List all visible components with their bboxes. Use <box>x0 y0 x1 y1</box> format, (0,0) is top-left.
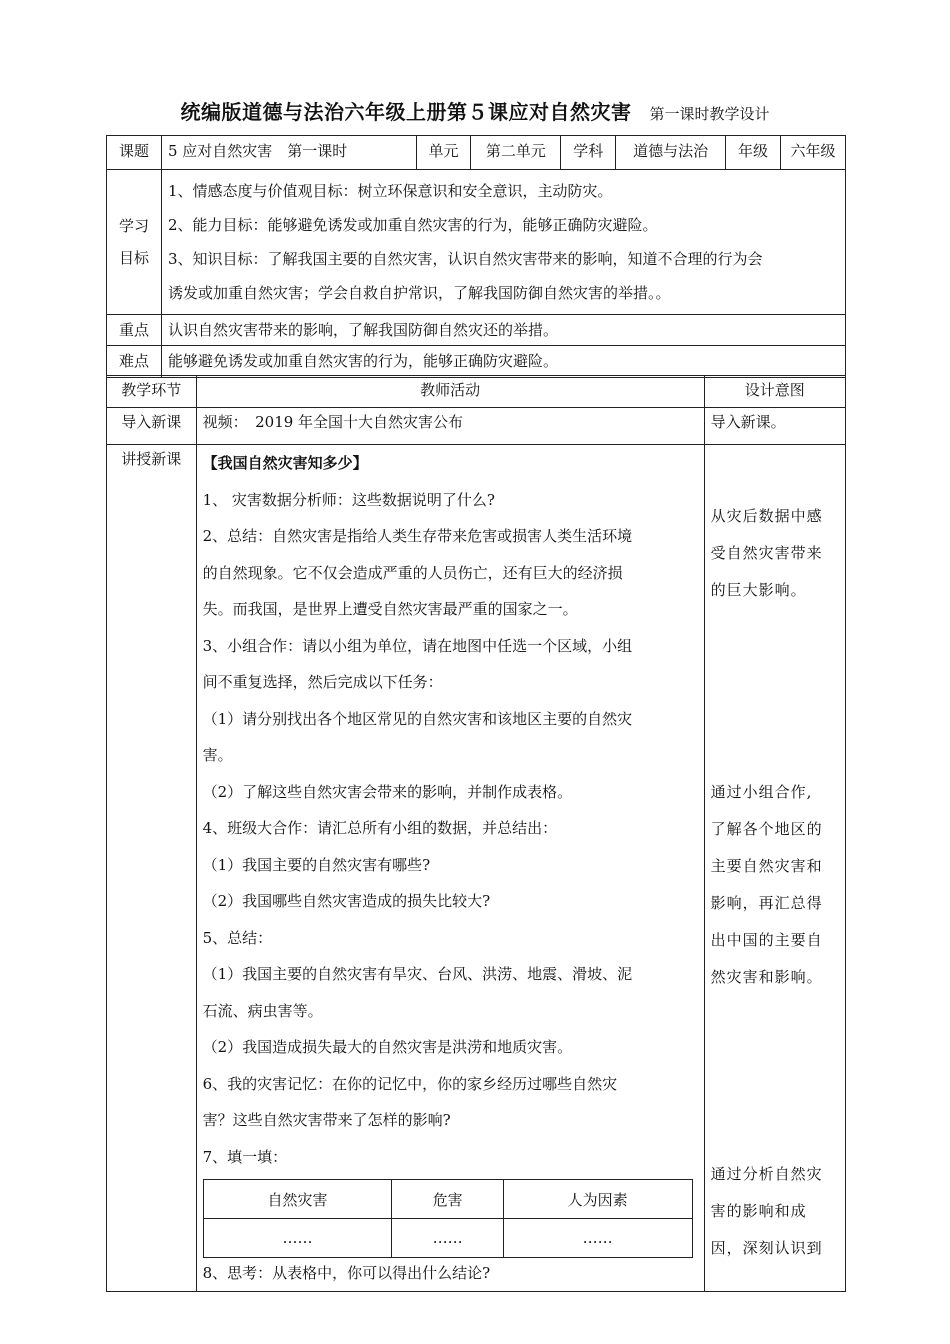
document-title <box>0 96 950 125</box>
objective-item: 2、能力目标：能够避免诱发或加重自然灾害的行为，能够正确防灾避险。 <box>167 216 658 234</box>
grade-label: 年级 <box>726 136 781 170</box>
activity-line: 3、小组合作：请以小组为单位，请在地图中任选一个区域，小组 <box>202 636 633 655</box>
objective-item: 1、情感态度与价值观目标：树立环保意识和安全意识，主动防灾。 <box>167 182 613 200</box>
intent-column-header: 设计意图 <box>704 376 845 408</box>
activity-line: 7、填一填： <box>202 1147 288 1166</box>
activity-line: （2）我国哪些自然灾害造成的损失比较大? <box>202 892 491 910</box>
subject-value: 道德与法治 <box>616 136 726 170</box>
activity-line: 1、 灾害数据分析师：这些数据说明了什么? <box>202 490 495 509</box>
objectives-label <box>107 170 162 315</box>
intro-intent: 导入新课。 <box>704 408 845 445</box>
grade-value: 六年级 <box>781 136 846 170</box>
objectives-label-line-1: 学习 <box>118 217 149 235</box>
fill-table-header-row <box>203 1180 692 1219</box>
difficulty-label: 难点 <box>107 346 162 378</box>
section-heading: 【我国自然灾害知多少】 <box>202 454 368 472</box>
objectives-content <box>161 170 845 315</box>
fill-table-row <box>203 1219 692 1258</box>
lesson-label: 课题 <box>107 136 162 170</box>
subject-label: 学科 <box>561 136 616 170</box>
fill-table-cell: …… <box>392 1219 503 1258</box>
intro-stage: 导入新课 <box>107 408 197 445</box>
activity-line: 的自然现象。它不仅会造成严重的人员伤亡，还有巨大的经济损 <box>202 563 623 582</box>
main-title: 统编版道德与法治六年级上册第５课应对自然灾害 <box>180 100 632 124</box>
lesson-value: 5 应对自然灾害 第一课时 <box>161 136 416 170</box>
fill-table-header: 危害 <box>392 1180 503 1219</box>
intent-line: 了解各个地区的 <box>710 820 823 838</box>
activity-line: 石流、病虫害等。 <box>202 1001 323 1020</box>
intent-line: 通过分析自然灾 <box>710 1165 823 1183</box>
activity-line: 2、总结：自然灾害是指给人类生存带来危害或损害人类生活环境 <box>202 527 633 545</box>
intent-line: 的巨大影响。 <box>710 581 807 599</box>
header-row <box>107 136 846 170</box>
lesson-info-table <box>106 135 846 378</box>
activity-line: （1）我国主要的自然灾害有旱灾、台风、洪涝、地震、滑坡、泥 <box>202 965 633 983</box>
intent-line: 通过小组合作, <box>710 783 813 801</box>
intent-line: 出中国的主要自 <box>710 931 823 949</box>
intent-line: 因，深刻认识到 <box>710 1239 823 1257</box>
activity-line: 6、我的灾害记忆：在你的记忆中，你的家乡经历过哪些自然灾 <box>202 1074 618 1093</box>
activity-line: （2）了解这些自然灾害会带来的影响，并制作成表格。 <box>202 782 573 801</box>
fill-table-header: 自然灾害 <box>203 1180 392 1219</box>
key-point-label: 重点 <box>107 315 162 346</box>
intent-line: 从灾后数据中感 <box>710 507 823 525</box>
intent-line: 主要自然灾害和 <box>710 857 823 875</box>
activity-line: （1）我国主要的自然灾害有哪些? <box>202 855 431 874</box>
fill-in-table <box>203 1179 693 1258</box>
intro-activity: 视频： 2019 年全国十大自然灾害公布 <box>196 408 704 445</box>
intent-line: 影响，再汇总得 <box>710 894 823 912</box>
key-point-row <box>107 315 846 346</box>
fill-table-header: 人为因素 <box>503 1180 692 1219</box>
activity-column-header: 教师活动 <box>196 376 704 408</box>
activity-line: 害？这些自然灾害带来了怎样的影响? <box>202 1111 451 1129</box>
stage-column-header: 教学环节 <box>107 376 197 408</box>
lecture-activity <box>196 445 704 1292</box>
lecture-stage: 讲授新课 <box>107 445 197 1292</box>
intent-line: 然灾害和影响。 <box>710 968 823 986</box>
objectives-label-line-2: 目标 <box>118 249 149 267</box>
objective-item: 诱发或加重自然灾害；学会自救自护常识，了解我国防御自然灾害的举措。。 <box>167 284 671 302</box>
intent-line: 受自然灾害带来 <box>710 544 823 562</box>
activity-line: 8、思考：从表格中，你可以得出什么结论? <box>202 1264 491 1282</box>
difficulty-text: 能够避免诱发或加重自然灾害的行为，能够正确防灾避险。 <box>161 346 845 378</box>
sub-title: 第一课时教学设计 <box>649 105 770 123</box>
activity-line: （1）请分别找出各个地区常见的自然灾害和该地区主要的自然灾 <box>202 709 633 728</box>
unit-value: 第二单元 <box>471 136 561 170</box>
activity-line: 害。 <box>202 746 233 764</box>
column-header-row <box>107 376 846 408</box>
teaching-process-table <box>106 375 846 1292</box>
activity-line: （2）我国造成损失最大的自然灾害是洪涝和地质灾害。 <box>202 1038 573 1056</box>
difficulty-row <box>107 346 846 378</box>
unit-label: 单元 <box>416 136 471 170</box>
activity-line: 5、总结： <box>202 928 273 947</box>
intro-row <box>107 408 846 445</box>
objectives-row <box>107 170 846 315</box>
fill-table-cell: …… <box>503 1219 692 1258</box>
objective-item: 3、知识目标：了解我国主要的自然灾害，认识自然灾害带来的影响，知道不合理的行为会 <box>167 250 763 268</box>
activity-line: 间不重复选择，然后完成以下任务： <box>202 673 443 691</box>
fill-table-cell: …… <box>203 1219 392 1258</box>
activity-line: 失。而我国，是世界上遭受自然灾害最严重的国家之一。 <box>202 600 578 618</box>
lecture-row <box>107 445 846 1292</box>
activity-line: 4、班级大合作：请汇总所有小组的数据，并总结出： <box>202 819 558 837</box>
intent-line: 害的影响和成 <box>710 1202 807 1220</box>
lecture-intent <box>704 445 845 1292</box>
key-point-text: 认识自然灾害带来的影响，了解我国防御自然灾还的举措。 <box>161 315 845 346</box>
